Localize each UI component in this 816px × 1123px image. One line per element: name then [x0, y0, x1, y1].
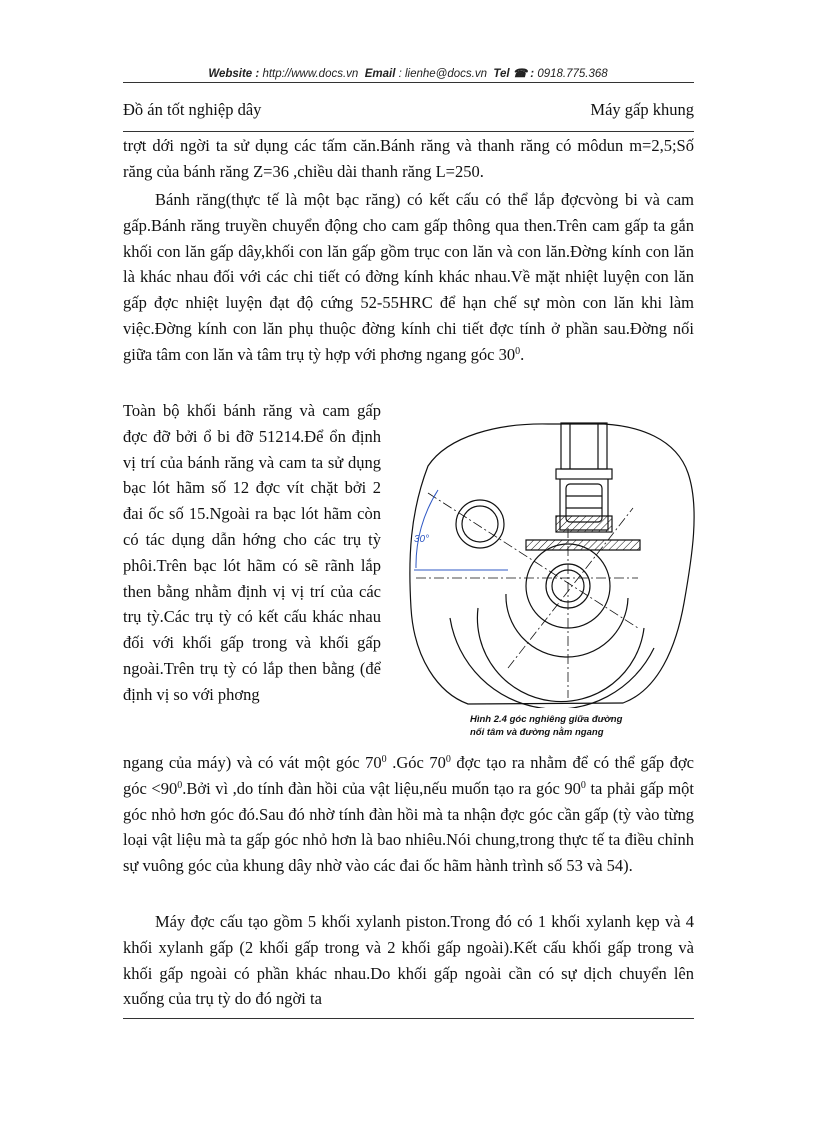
tel-label: Tel ☎ :	[493, 68, 535, 80]
support-plate	[526, 540, 640, 550]
doc-title-right: Máy gấp khung	[590, 100, 694, 119]
deg-sup-4: 0	[580, 779, 586, 791]
footer-rule	[123, 1018, 694, 1019]
paragraph-4-text: Máy đợc cấu tạo gồm 5 khối xylanh piston.Trong đó có 1 khối xylanh kẹp và 4 khối xylanh gấp (2 khối gấp trong và 2 khối gấp ngoài).Kết cấu khối gấp trong và khối gấp ngoài có phần khác nhau.Do khối gấp ngoài cần có sự dịch chuyển lên xuống của trụ tỳ do đó ngời ta	[123, 912, 694, 1009]
cam-figure	[408, 418, 700, 708]
angle-arc	[416, 490, 438, 568]
paragraph-3-narrow: Toàn bộ khối bánh răng và cam gấp đợc đỡ bởi ổ bi đỡ 51214.Để ổn định vị trí của bánh răng và cam ta sử dụng bạc lót hãm số 12 đợc vít chặt bởi 2 đai ốc số 15.Ngoài ra bạc lót hãm còn có tác dụng dẫn hớng cho các trụ tỳ phôi.Trên bạc lót hãm có sẽ rãnh lắp then bằng nhằm định vị vị trí của các trụ tỳ.Các trụ tỳ có kết cấu khác nhau đối với khối gấp trong và khối gấp ngoài.Trên trụ tỳ có lắp then bằng (để định vị so với phơng	[123, 401, 381, 704]
angle-label: 30°	[414, 534, 430, 545]
header-rule	[123, 131, 694, 132]
paragraph-2	[123, 187, 694, 368]
paragraph-2-body: Bánh răng(thực tế là một bạc răng) có kết cấu có thể lắp đợcvòng bi và cam gấp.Bánh răng truyền chuyển động cho cam gấp thông qua then.Trên cam gấp ta gắn khối con lăn gấp dây,khối con lăn gấp gồm trục con lăn và con lăn.Đờng kính con lăn là khác nhau đối với các chi tiết có đờng kính khác nhau.Về mặt nhiệt luyện con lăn gấp đợc nhiệt luyện đạt độ cứng 52-55HRC để hạn chế sự mòn con lăn khi làm việc.Đờng kính con lăn phụ thuộc đờng kính chi tiết đợc tính ở phần sau.Đờng nối giữa tâm con lăn và tâm trụ tỳ hợp với phơng ngang góc 30	[123, 190, 694, 364]
top-rule	[123, 82, 694, 83]
caption-line-1: Hình 2.4 góc nghiêng giữa đường	[470, 714, 623, 725]
hatched-block	[556, 516, 612, 532]
paragraph-4	[123, 909, 694, 1012]
p3-part-b: .Góc 70	[386, 753, 446, 772]
figure-caption	[470, 713, 700, 739]
paragraph-2-text	[123, 187, 694, 368]
email-label: Email	[364, 68, 396, 80]
website-url[interactable]: http://www.docs.vn	[262, 68, 359, 80]
website-label: Website :	[208, 68, 260, 80]
housing-outline	[410, 424, 694, 704]
website-line	[0, 66, 816, 80]
deg-sup-1: 0	[381, 754, 387, 765]
p3-part-e: ta phải gấp một góc nhỏ hơn góc đó.Sau đó nhờ tính đàn hồi mà ta nhận đợc góc cần gấp (tỳ vào từng loại vật liệu mà ta gấp góc nhỏ hơn là bao nhiêu.Nói chung,trong thực tế ta điều chỉnh sự vuông góc của khung dây nhờ vào các đai ốc hãm hành trình số 53 và 54).	[123, 778, 695, 876]
paragraph-1	[123, 133, 694, 185]
p3-part-c: đợc tạo ra nhằm để có thể gấp đợc góc <90	[123, 753, 694, 798]
paragraph-3-text	[123, 750, 694, 879]
cam-circles	[420, 470, 654, 708]
email-value[interactable]: : lienhe@docs.vn	[398, 68, 487, 80]
degree-sup: 0	[515, 345, 521, 357]
deg-sup-3: 0	[177, 779, 183, 791]
paragraph-3-full	[123, 750, 694, 879]
paragraph-1-text: trợt dới ngời ta sử dụng các tấm căn.Bánh răng và thanh răng có môdun m=2,5;Số răng của bánh răng Z=36 ,chiều dài thanh răng L=250.	[123, 136, 694, 181]
caption-line-2: nối tâm và đường nằm ngang	[470, 727, 604, 738]
paragraph-2-end: .	[520, 344, 525, 364]
tel-value: 0918.775.368	[537, 68, 608, 80]
deg-sup-2: 0	[445, 754, 451, 765]
p3-part-a: ngang của máy) và có vát một góc 70	[123, 753, 382, 772]
doc-title-left: Đồ án tốt nghiệp dây	[123, 100, 262, 119]
p3-part-d: .Bởi vì ,do tính đàn hồi của vật liệu,nếu muốn tạo ra góc 90	[182, 778, 581, 798]
